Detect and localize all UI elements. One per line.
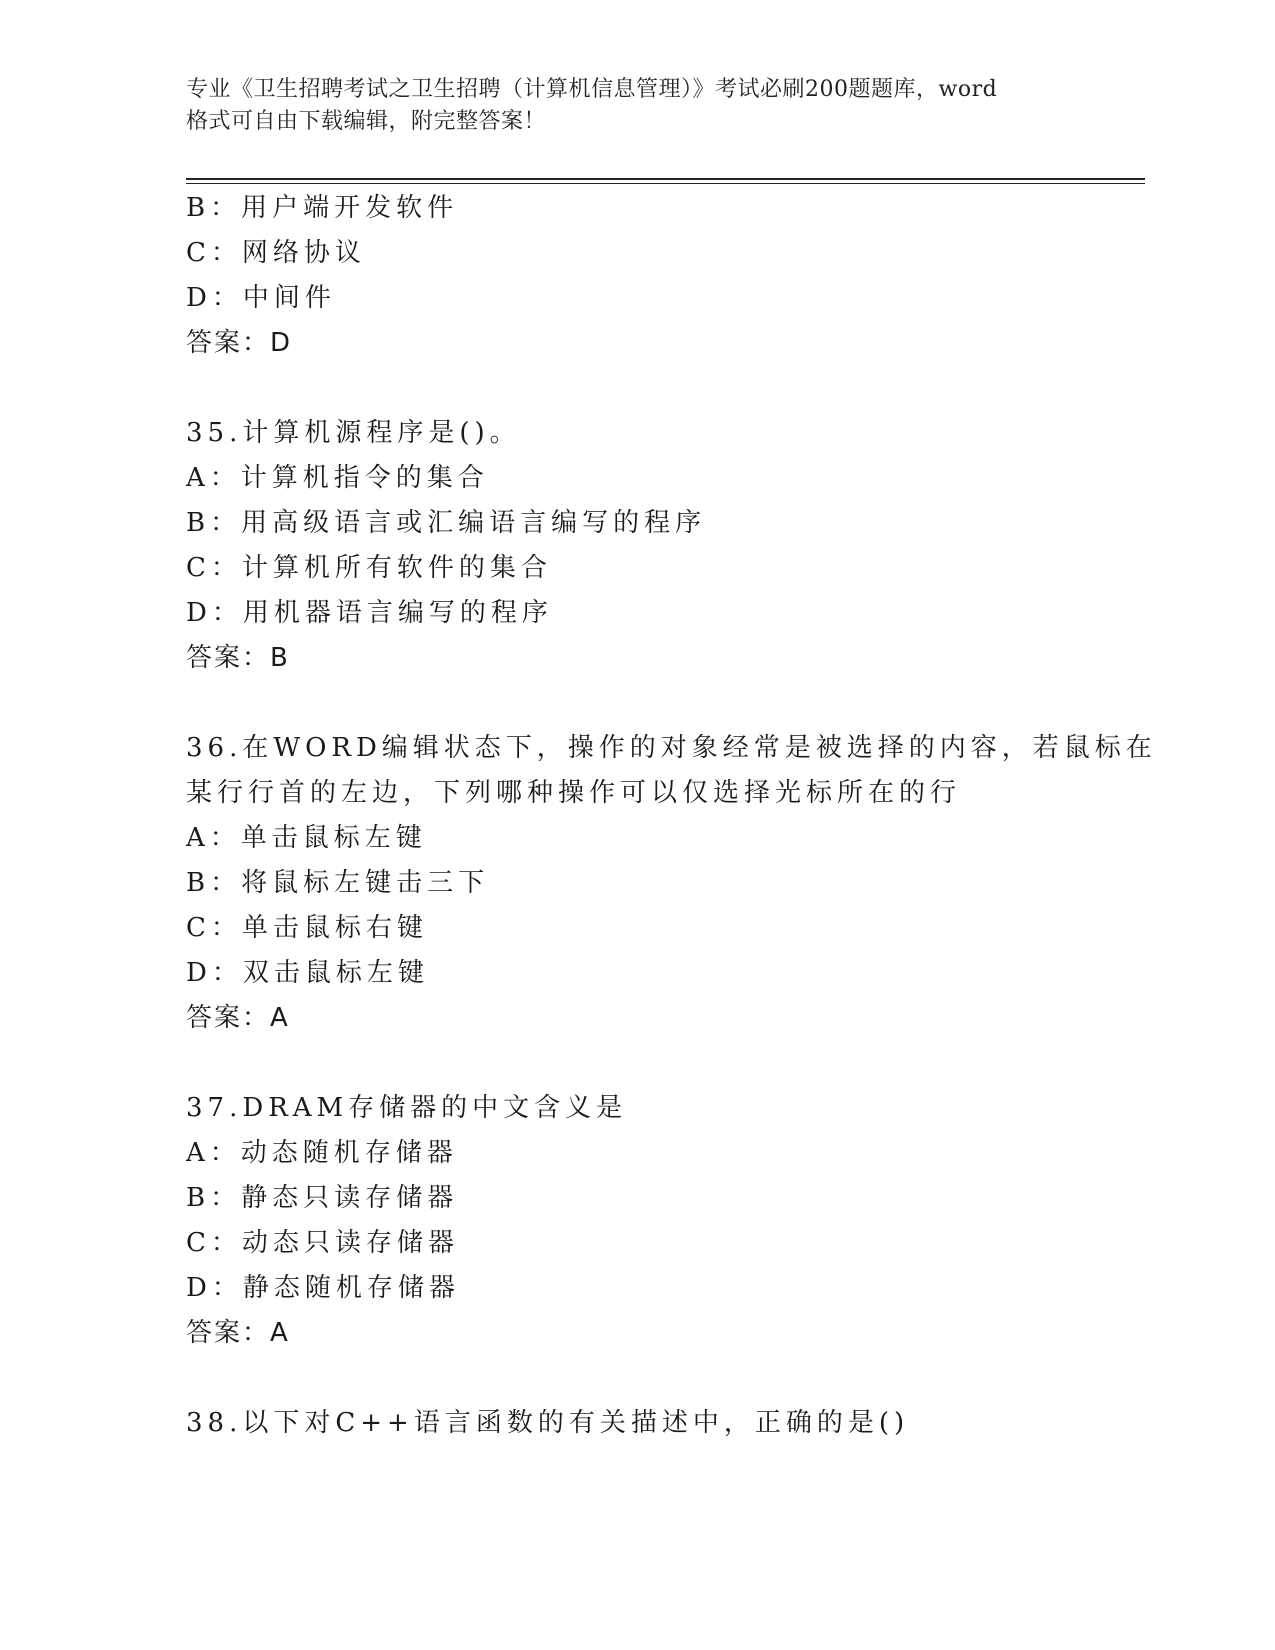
q34-option-d: D：中间件 — [186, 283, 336, 313]
header-line-2: 格式可自由下载编辑，附完整答案！ — [186, 109, 547, 134]
q37-option-d: D：静态随机存储器 — [186, 1273, 460, 1303]
q37-option-c: C：动态只读存储器 — [186, 1228, 459, 1258]
q35-stem: 35.计算机源程序是()。 — [186, 418, 521, 448]
q36-answer: 答案：A — [186, 1003, 290, 1033]
q34-answer: 答案：D — [186, 328, 293, 358]
q36-option-a: A：单击鼠标左键 — [186, 823, 427, 853]
q34-option-c: C：网络协议 — [186, 238, 366, 268]
q37-option-b: B：静态只读存储器 — [186, 1183, 459, 1213]
header-divider-thick — [186, 178, 1145, 180]
q35-option-d: D：用机器语言编写的程序 — [186, 598, 553, 628]
q36-stem-line-2: 某行行首的左边，下列哪种操作可以仅选择光标所在的行 — [186, 778, 962, 808]
q36-option-c: C：单击鼠标右键 — [186, 913, 428, 943]
q36-option-b: B：将鼠标左键击三下 — [186, 868, 490, 898]
q37-option-a: A：动态随机存储器 — [186, 1138, 458, 1168]
q34-option-b: B：用户端开发软件 — [186, 193, 459, 223]
q37-answer: 答案：A — [186, 1318, 290, 1348]
q36-option-d: D：双击鼠标左键 — [186, 958, 429, 988]
q35-answer: 答案：B — [186, 643, 290, 673]
header-line-1: 专业《卫生招聘考试之卫生招聘（计算机信息管理）》考试必刷200题题库，word — [186, 77, 998, 102]
q36-stem-line-1: 36.在WORD编辑状态下，操作的对象经常是被选择的内容，若鼠标在 — [186, 733, 1157, 763]
document-header — [186, 74, 1086, 138]
q35-option-a: A：计算机指令的集合 — [186, 463, 489, 493]
q38-stem: 38.以下对C++语言函数的有关描述中，正确的是() — [186, 1408, 910, 1438]
header-divider-thin — [186, 183, 1145, 184]
q35-option-c: C：计算机所有软件的集合 — [186, 553, 552, 583]
q37-stem: 37.DRAM存储器的中文含义是 — [186, 1093, 628, 1123]
q35-option-b: B：用高级语言或汇编语言编写的程序 — [186, 508, 707, 538]
